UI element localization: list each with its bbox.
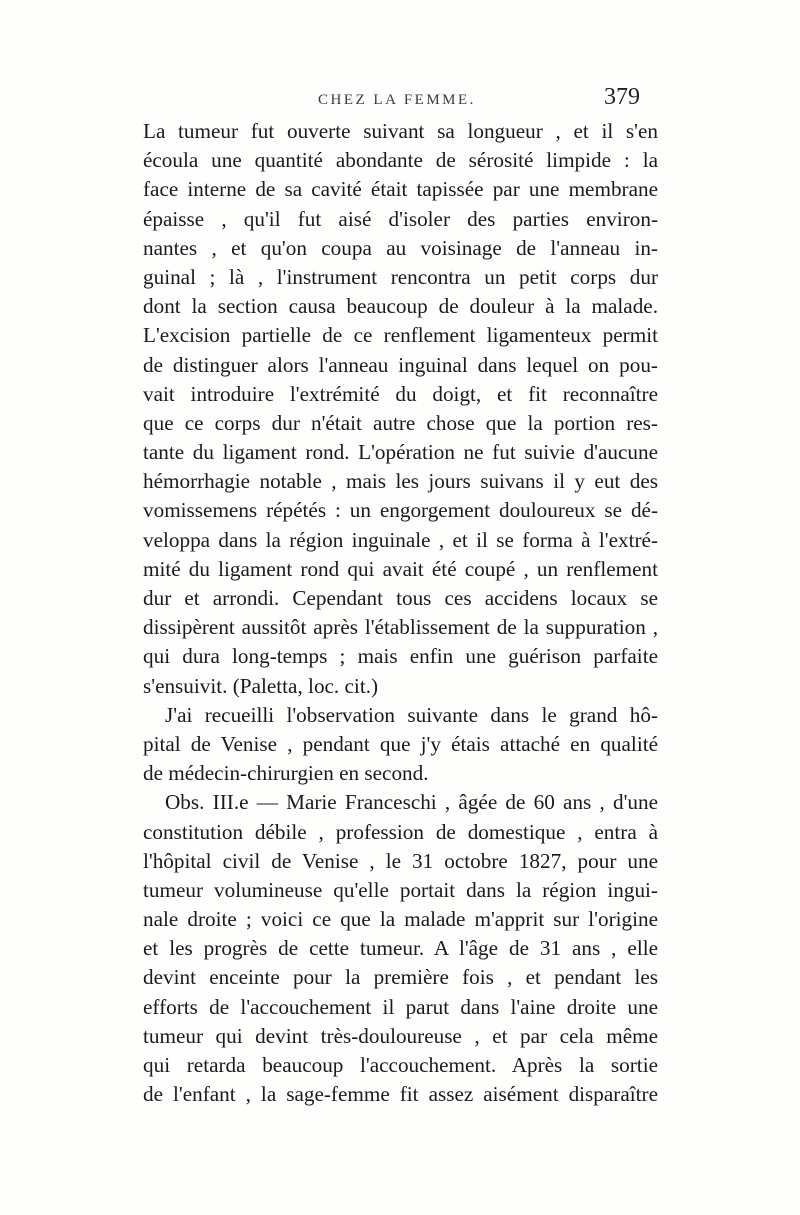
text-line: dissipèrent aussitôt après l'établissement de la suppuration , <box>143 615 658 640</box>
text-line: nantes , et qu'on coupa au voisinage de l'anneau in- <box>143 235 658 260</box>
text-line: L'excision partielle de ce renflement ligamenteux permit <box>143 323 658 348</box>
text-line: La tumeur fut ouverte suivant sa longueur , et il s'en <box>143 119 658 143</box>
text-line: mité du ligament rond qui avait été coupé , un renflement <box>143 556 658 581</box>
text-line: vomissemens répétés : un engorgement douloureux se dé- <box>143 498 658 523</box>
text-line: constitution débile , profession de domestique , entra à <box>143 819 658 844</box>
text-line: guinal ; là , l'instrument rencontra un petit corps dur <box>143 264 658 289</box>
text-line: l'hôpital civil de Venise , le 31 octobre 1827, pour une <box>143 848 658 873</box>
text-line: devint enceinte pour la première fois , et pendant les <box>143 965 658 990</box>
page-number: 379 <box>604 84 640 110</box>
running-head: CHEZ LA FEMME. <box>318 92 476 108</box>
text-line: dur et arrondi. Cependant tous ces accidens locaux se <box>143 586 658 610</box>
text-line: écoula une quantité abondante de sérosité limpide : la <box>143 148 658 173</box>
text-line: tumeur qui devint très-douloureuse , et par cela même <box>143 1023 658 1048</box>
text-line: efforts de l'accouchement il parut dans l'aine droite une <box>143 994 658 1019</box>
paragraph-start-line: J'ai recueilli l'observation suivante dans le grand hô- <box>165 702 658 727</box>
text-line: de médecin-chirurgien en second. <box>143 761 429 786</box>
observation-heading-line: Obs. III.e — Marie Franceschi , âgée de 60 ans , d'une <box>165 790 658 815</box>
text-line: et les progrès de cette tumeur. A l'âge de 31 ans , elle <box>143 936 658 961</box>
text-line: épaisse , qu'il fut aisé d'isoler des parties environ- <box>143 206 658 231</box>
body-text <box>143 117 658 1109</box>
text-line: qui dura long-temps ; mais enfin une guérison parfaite <box>143 644 658 669</box>
text-line: veloppa dans la région inguinale , et il se forma à l'extré- <box>143 527 658 552</box>
text-line: hémorrhagie notable , mais les jours suivans il y eut des <box>143 469 658 494</box>
text-line: tumeur volumineuse qu'elle portait dans la région ingui- <box>143 877 658 902</box>
text-line: vait introduire l'extrémité du doigt, et fit reconnaître <box>143 381 658 406</box>
text-line: dont la section causa beaucoup de douleur à la malade. <box>143 294 658 319</box>
text-line: tante du ligament rond. L'opération ne fut suivie d'aucune <box>143 440 658 465</box>
text-line: nale droite ; voici ce que la malade m'apprit sur l'origine <box>143 907 658 932</box>
text-line: pital de Venise , pendant que j'y étais attaché en qualité <box>143 731 658 756</box>
text-line: de l'enfant , la sage-femme fit assez aisément disparaître <box>143 1082 658 1107</box>
text-line: face interne de sa cavité était tapissée par une membrane <box>143 177 658 202</box>
text-line: que ce corps dur n'était autre chose que la portion res- <box>143 410 658 435</box>
text-line: qui retarda beaucoup l'accouchement. Après la sortie <box>143 1053 658 1077</box>
text-line: de distinguer alors l'anneau inguinal dans lequel on pou- <box>143 352 658 377</box>
text-line: s'ensuivit. (Paletta, loc. cit.) <box>143 673 379 698</box>
